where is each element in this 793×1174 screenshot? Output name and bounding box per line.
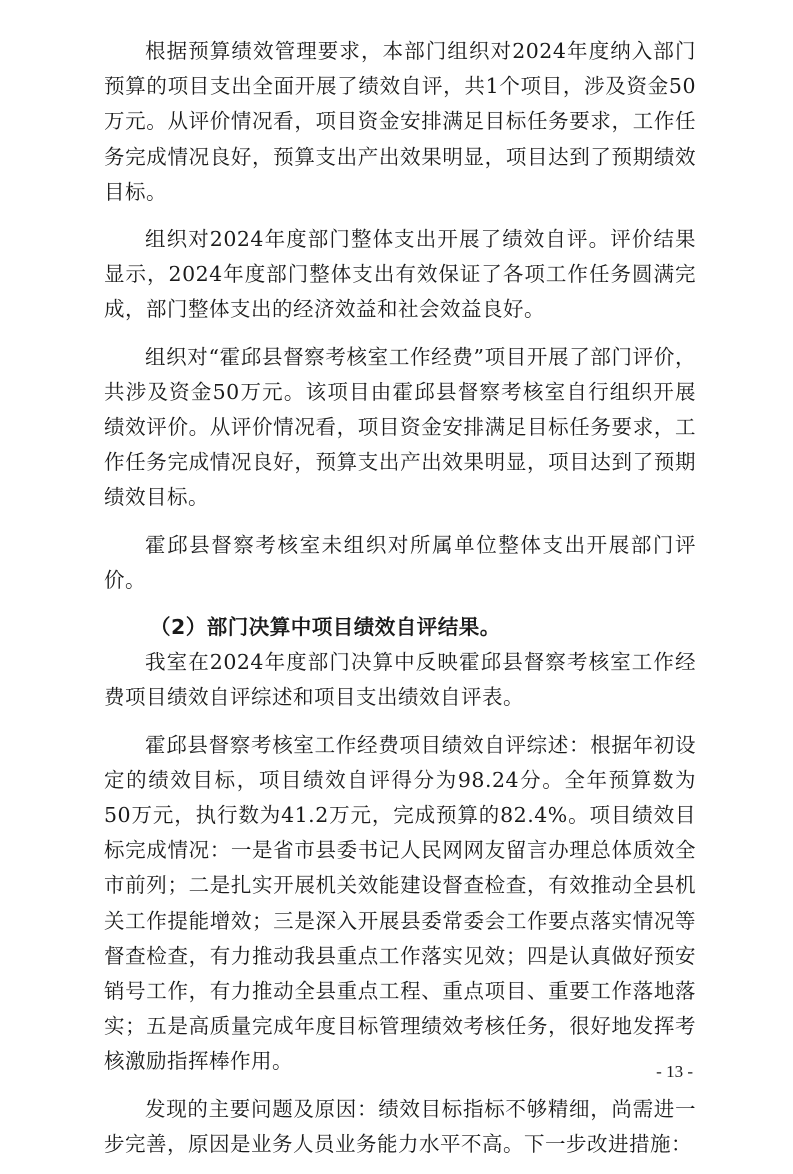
paragraph-final-accounts: 我室在2024年度部门决算中反映霍邱县督察考核室工作经费项目绩效自评综述和项目支出绩效自评表。 xyxy=(104,650,696,710)
document-page xyxy=(104,34,696,1174)
paragraph-subordinate-units: 霍邱县督察考核室未组织对所属单位整体支出开展部门评价。 xyxy=(104,532,696,592)
paragraph-overall-expenditure: 组织对2024年度部门整体支出开展了绩效自评。评价结果显示，2024年度部门整体支出有效保证了各项工作任务圆满完成，部门整体支出的经济效益和社会效益良好。 xyxy=(104,227,696,322)
paragraph-problems-causes: 发现的主要问题及原因：绩效目标指标不够精细，尚需进一步完善，原因是业务人员业务能力水平不高。下一步改进措施： xyxy=(104,1096,696,1156)
paragraph-self-evaluation-summary: 霍邱县督察考核室工作经费项目绩效自评综述：根据年初设定的绩效目标，项目绩效自评得分为98.24分。全年预算数为50万元，执行数为41.2万元，完成预算的82.4%。项目绩效目标完成情况：一是省市县委书记人民网网友留言办理总体质效全市前列；二是扎实开展机关效能建设督查检查，有效推动全县机关工作提能增效；三是深入开展县委常委会工作要点落实情况等督查检查，有力推动我县重点工作落实见效；四是认真做好预安销号工作，有力推动全县重点工程、重点项目、重要工作落地落实；五是高质量完成年度目标管理绩效考核任务，很好地发挥考核激励指挥棒作用。 xyxy=(104,732,696,1074)
section-heading: （2）部门决算中项目绩效自评结果。 xyxy=(150,615,501,640)
paragraph-project-self-evaluation: 根据预算绩效管理要求，本部门组织对2024年度纳入部门预算的项目支出全面开展了绩效自评，共1个项目，涉及资金50万元。从评价情况看，项目资金安排满足目标任务要求，工作任务完成情况良好，预算支出产出效果明显，项目达到了预期绩效目标。 xyxy=(104,39,696,204)
paragraph-department-evaluation: 组织对“霍邱县督察考核室工作经费”项目开展了部门评价，共涉及资金50万元。该项目由霍邱县督察考核室自行组织开展绩效评价。从评价情况看，项目资金安排满足目标任务要求，工作任务完成情况良好，预算支出产出效果明显，项目达到了预期绩效目标。 xyxy=(104,344,696,510)
page-number: - 13 - xyxy=(656,1062,693,1081)
